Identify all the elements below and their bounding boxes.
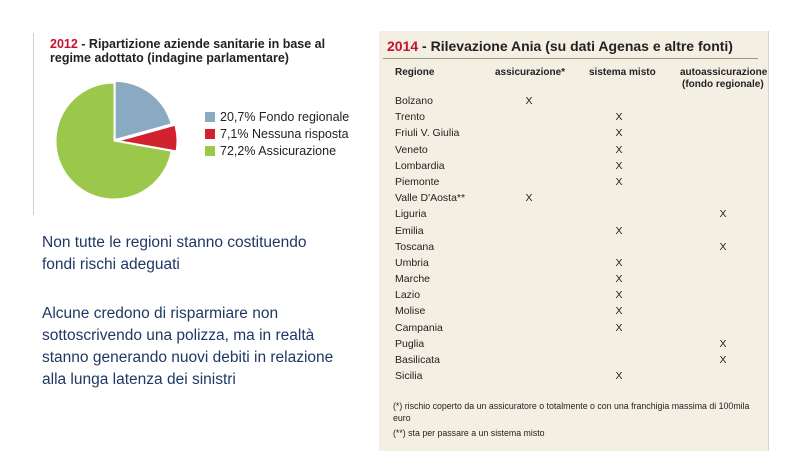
region-name: Sicilia [395, 370, 423, 383]
table-row [379, 272, 768, 288]
table-row [379, 256, 768, 272]
mark-autoassicurazione: X [719, 337, 727, 350]
mark-assicurazione: X [525, 192, 533, 205]
chart-year: 2012 [50, 37, 78, 51]
header-sistema-misto: sistema misto [589, 67, 656, 78]
pie-chart [44, 69, 184, 209]
table-row [379, 288, 768, 304]
table-row [379, 224, 768, 240]
table-row [379, 304, 768, 320]
region-name: Basilicata [395, 354, 440, 366]
chart-title: 2012 - Ripartizione aziende sanitarie in base al regime adottato (indagine parlamentare) [50, 37, 326, 65]
legend-swatch [205, 129, 215, 139]
text-fondi-rischi: Non tutte le regioni stanno costituendo fondi rischi adeguati [42, 234, 307, 273]
regions-table-panel [379, 31, 769, 451]
table-row [379, 207, 768, 223]
table-row [379, 175, 768, 191]
header-auto-line1: autoassicurazione [680, 67, 768, 78]
mark-sistema-misto: X [615, 127, 623, 140]
table-row [379, 110, 768, 126]
text-debiti: Alcune credono di risparmiare non sottoscrivendo una polizza, ma in realtà stanno generando nuovi debiti in relazione alla lunga latenza dei sinistri [42, 305, 334, 388]
legend-swatch [205, 146, 215, 156]
region-name: Lazio [395, 289, 421, 302]
table-row [379, 191, 768, 207]
region-name: Friuli V. Giulia [395, 127, 460, 140]
header-autoassicurazione [680, 67, 767, 91]
table-row [379, 94, 768, 110]
region-name: Molise [395, 305, 426, 318]
table-row [379, 353, 768, 369]
header-auto-line2: (fondo regionale) [682, 79, 764, 90]
mark-sistema-misto: X [615, 143, 623, 156]
footnote: (**) sta per passare a un sistema misto [393, 428, 545, 438]
mark-sistema-misto: X [615, 321, 623, 334]
table-row [379, 321, 768, 337]
region-name: Toscana [395, 240, 435, 253]
mark-sistema-misto: X [615, 273, 623, 286]
mark-sistema-misto: X [615, 256, 623, 269]
region-name: Campania [395, 321, 443, 334]
mark-sistema-misto: X [615, 111, 623, 124]
region-name: Veneto [395, 143, 428, 156]
table-row [379, 126, 768, 142]
legend-entry [205, 108, 349, 125]
table-row [379, 369, 768, 385]
table-notes [393, 400, 763, 442]
mark-assicurazione: X [525, 95, 533, 107]
legend-swatch [205, 112, 215, 122]
mark-autoassicurazione: X [719, 208, 727, 221]
legend-label: 20,7% Fondo regionale [220, 109, 350, 124]
title-divider [383, 58, 758, 59]
region-name: Bolzano [395, 95, 433, 107]
table-row [379, 337, 768, 353]
chart-title-text: Ripartizione aziende sanitarie in base al regime adottato (indagine parlamentare) [50, 37, 326, 65]
region-name: Valle D'Aosta** [395, 192, 466, 205]
table-row [379, 159, 768, 175]
region-name: Piemonte [395, 175, 440, 188]
table-year: 2014 [387, 38, 419, 54]
legend-label: 7,1% Nessuna risposta [220, 126, 349, 141]
region-name: Emilia [395, 224, 424, 237]
legend-entry [205, 125, 349, 142]
table-row [379, 240, 768, 256]
region-name: Marche [395, 273, 431, 286]
mark-autoassicurazione: X [719, 354, 727, 366]
table-title-text: Rilevazione Ania (su dati Agenas e altre fonti) [430, 38, 733, 54]
mark-sistema-misto: X [615, 305, 623, 318]
legend-label: 72,2% Assicurazione [220, 143, 337, 158]
mark-sistema-misto: X [615, 289, 623, 302]
table-title: 2014 - Rilevazione Ania (su dati Agenas e altre fonti) [387, 38, 733, 54]
mark-sistema-misto: X [615, 224, 623, 237]
mark-autoassicurazione: X [719, 240, 727, 253]
region-name: Trento [395, 111, 425, 124]
region-name: Umbria [395, 256, 429, 269]
region-name: Lombardia [395, 159, 445, 172]
footnote: (*) rischio coperto da un assicuratore o totalmente o con una franchigia massima di 100mila euro [393, 401, 750, 423]
mark-sistema-misto: X [615, 175, 623, 188]
header-assicurazione: assicurazione* [495, 67, 566, 78]
table-row [379, 143, 768, 159]
table-body [379, 94, 768, 385]
region-name: Puglia [395, 337, 425, 350]
legend-entry [205, 142, 349, 159]
chart-legend [205, 108, 349, 159]
pie-chart-panel [33, 33, 350, 215]
header-regione: Regione [395, 67, 435, 78]
mark-sistema-misto: X [615, 159, 623, 172]
region-name: Liguria [395, 208, 427, 221]
mark-sistema-misto: X [615, 370, 623, 383]
